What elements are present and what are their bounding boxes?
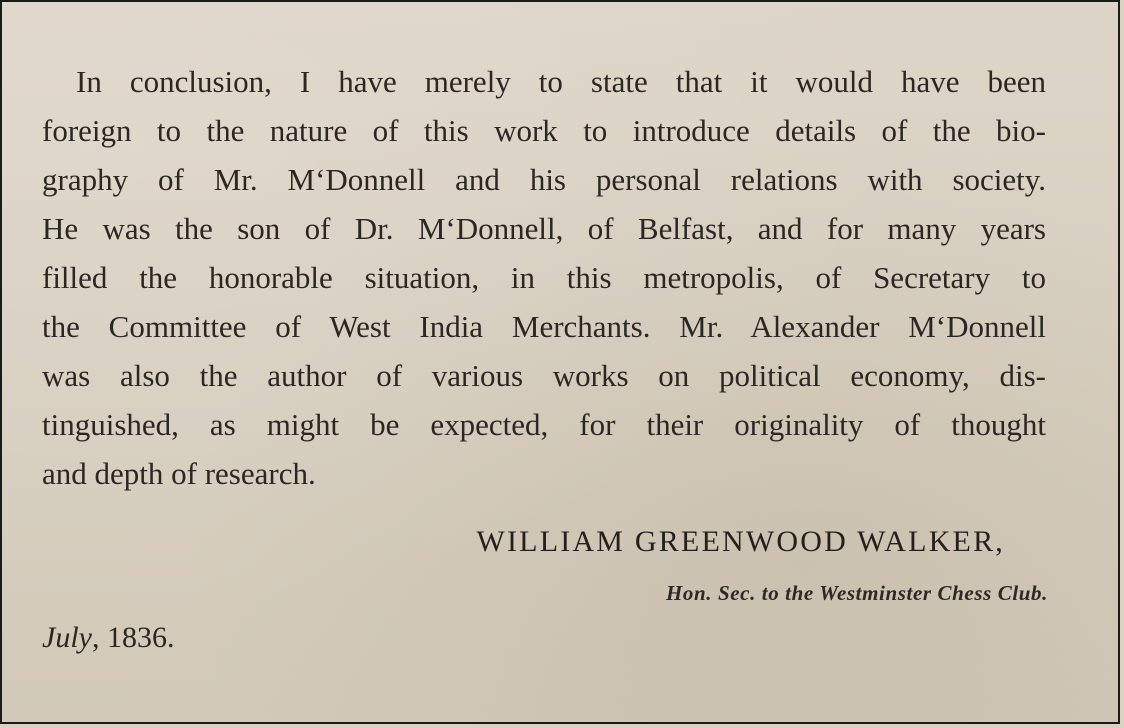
paragraph-line: In conclusion, I have merely to state that it would have been: [76, 64, 1046, 99]
date-month: July: [42, 621, 92, 654]
paragraph-line: was also the author of various works on political economy, dis-: [42, 358, 1046, 393]
paragraph-line: graphy of Mr. M‘Donnell and his personal relations with society.: [42, 162, 1046, 197]
paragraph-line: tinguished, as might be expected, for their originality of thought: [42, 407, 1046, 442]
signature-affiliation: Hon. Sec. to the Westminster Chess Club.: [665, 581, 1048, 605]
date-line: [42, 621, 174, 655]
paragraph-line: He was the son of Dr. M‘Donnell, of Belfast, and for many years: [42, 211, 1046, 246]
paragraph-line: foreign to the nature of this work to introduce details of the bio-: [42, 113, 1046, 148]
paragraph-line: and depth of research.: [42, 456, 316, 491]
paragraph-line: the Committee of West India Merchants. Mr. Alexander M‘Donnell: [42, 309, 1046, 344]
body-paragraph: [42, 57, 1046, 498]
paragraph-line: filled the honorable situation, in this metropolis, of Secretary to: [42, 260, 1046, 295]
signature-name: WILLIAM GREENWOOD WALKER,: [476, 525, 1005, 558]
date-year: , 1836.: [91, 621, 175, 654]
